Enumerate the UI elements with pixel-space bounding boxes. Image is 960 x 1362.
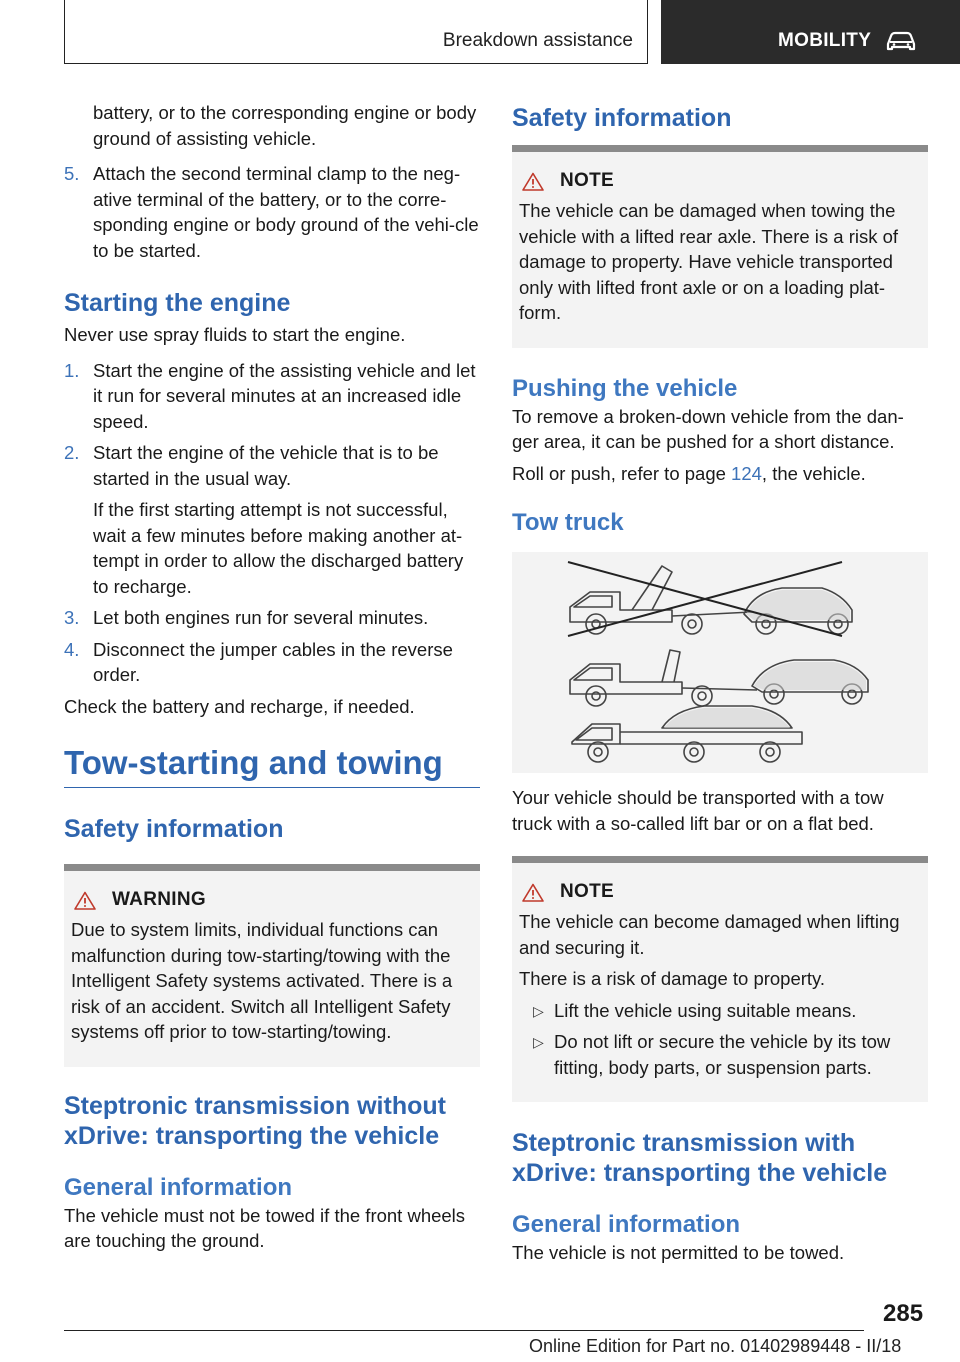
step-number: 2. [64,442,80,463]
note-text: There is a risk of damage to property. [519,968,826,989]
section-heading: Steptronic transmission without xDrive: transporting the vehicle [64,1091,446,1150]
step-number: 4. [64,638,80,660]
roll-text: Roll or push, refer to page [512,462,732,484]
chapter-heading-block [64,743,480,788]
chapter-heading: Tow-starting and towing [64,744,443,781]
step-text: Start the engine of the assisting vehicle and let it run for several minutes at an increased idle speed. [93,359,476,432]
bullet-text: Do not lift or secure the vehicle by its tow fitting, body parts, or suspension parts. [554,1031,891,1078]
header-chapter-title: MOBILITY [778,30,872,51]
step-text: Attach the second terminal clamp to the neg‐ative terminal of the battery, or to the corre‐sponding engine or body ground of the vehi‐cle to be started. [93,163,479,261]
left-column [64,100,480,1254]
list-item [64,440,480,491]
list-item [519,998,921,1024]
list-item [519,1029,921,1080]
note-header [519,170,921,192]
list-item [64,358,480,435]
header-section-tab [64,0,648,64]
step-text: Disconnect the jumper cables in the reverse order. [93,638,453,685]
note-box [512,856,928,1102]
right-column [512,100,928,1266]
roll-text-end: , the vehicle. [761,462,866,484]
tow-truck-drawing [512,552,928,773]
section-heading: Starting the engine [64,289,291,317]
edition-text: Online Edition for Part no. 01402989448 - II/18 [529,1336,902,1356]
page-reference-link[interactable]: 124 [731,462,762,484]
bullet-triangle-icon: ▷ [533,1034,544,1050]
paragraph: Check the battery and recharge, if needed. [64,695,415,717]
illustration-caption: Your vehicle should be transported with a tow truck with a so-called lift bar or on a flat bed. [512,787,884,834]
paragraph: If the first starting attempt is not successful, wait a few minutes before making another at‐tempt in order to allow the discharged battery to recharge. [93,499,464,597]
note-label: NOTE [560,170,614,191]
section-heading: Steptronic transmission with xDrive: transporting the vehicle [512,1129,888,1187]
paragraph: To remove a broken-down vehicle from the dan‐ger area, it can be pushed for a short distance. [512,405,904,452]
warning-triangle-icon [522,883,544,902]
subsection-heading: General information [512,1211,741,1238]
step-number: 3. [64,607,80,628]
bullet-text: Lift the vehicle using suitable means. [554,999,857,1021]
step-text: Let both engines run for several minutes. [93,607,429,628]
car-icon [885,30,917,52]
bullet-triangle-icon: ▷ [533,1002,544,1019]
note-header [519,881,921,903]
step-text: Start the engine of the vehicle that is to be started in the usual way. [93,442,439,489]
subsection-heading: Pushing the vehicle [512,374,738,402]
footer-divider [64,1330,864,1331]
step-number: 1. [64,359,80,381]
subsection-heading: Tow truck [512,509,624,536]
list-item [64,637,480,688]
header-section-title: Breakdown assistance [442,30,633,51]
warning-label: WARNING [112,889,206,910]
paragraph [512,461,928,487]
section-heading: Safety information [64,815,284,843]
warning-triangle-icon [74,891,96,910]
section-heading: Safety information [512,104,732,132]
warning-triangle-icon [522,172,544,191]
warning-box [64,864,480,1067]
warning-header [71,889,473,911]
warning-text: Due to system limits, individual functions can malfunction during tow-starting/towing with the Intelligent Safety systems activated. There is a risk of an accident. Switch all Intelligent Safety systems off prior to tow-starting/towing. [71,919,453,1042]
continued-text: battery, or to the corresponding engine or body ground of assisting vehicle. [93,102,477,149]
note-text: The vehicle can be damaged when towing the vehicle with a lifted rear axle. There is a risk of damage to property. Have vehicle transported only with lifted front axle or on a loading plat‐form. [519,200,899,323]
paragraph: Never use spray fluids to start the engine. [64,324,406,345]
note-box [512,145,928,348]
header-chapter-tab [661,0,960,64]
list-item [64,605,480,631]
subsection-heading: General information [64,1173,293,1201]
note-text: The vehicle can become damaged when lifting and securing it. [519,911,900,958]
step-number: 5. [64,163,80,184]
paragraph: The vehicle is not permitted to be towed. [512,1242,845,1263]
note-label: NOTE [560,881,614,902]
paragraph: The vehicle must not be towed if the front wheels are touching the ground. [64,1204,466,1251]
list-item [64,161,480,263]
tow-truck-illustration [512,552,928,773]
page-number: 285 [883,1300,924,1327]
